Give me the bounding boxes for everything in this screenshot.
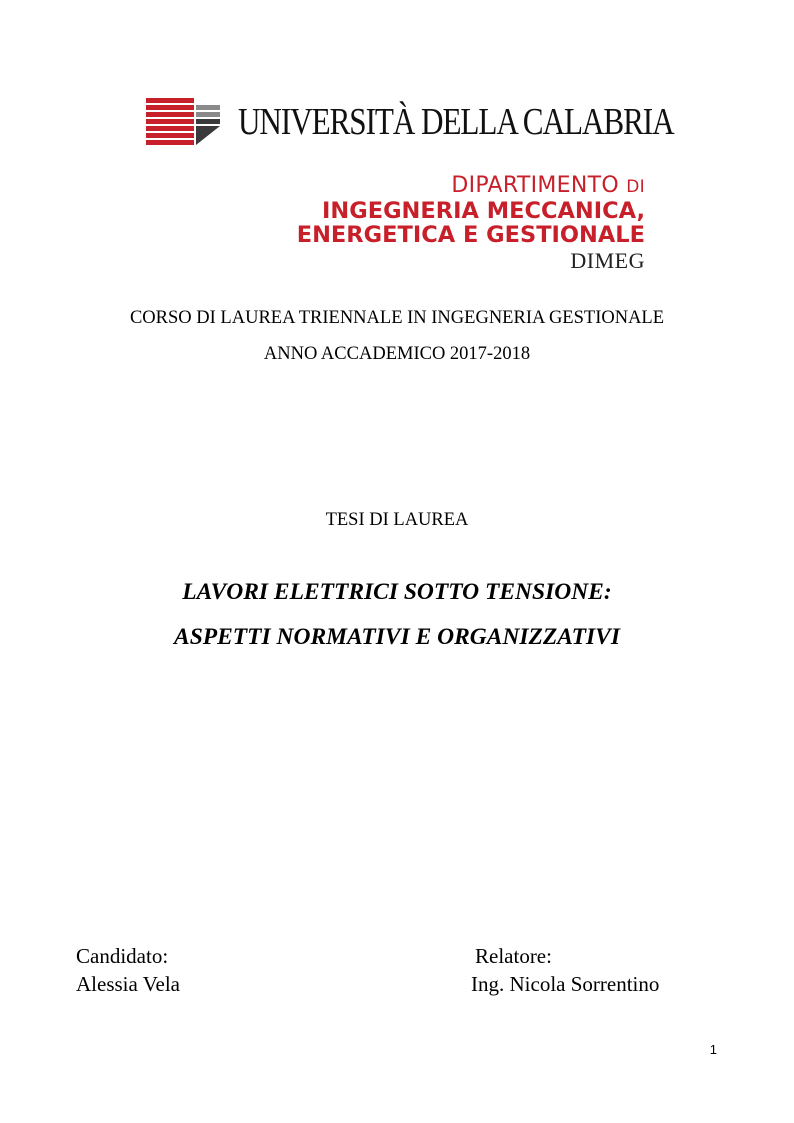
university-mark-icon	[146, 98, 220, 146]
candidate-name: Alessia Vela	[76, 972, 181, 996]
thesis-label: TESI DI LAUREA	[325, 510, 469, 530]
university-logo	[146, 98, 716, 146]
department-line-1	[285, 174, 645, 199]
department-logo	[285, 174, 645, 275]
supervisor-label: Relatore:	[475, 944, 552, 968]
thesis-title-line-1: LAVORI ELETTRICI SOTTO TENSIONE:	[182, 579, 612, 605]
department-prefix-suffix: DI	[626, 177, 645, 197]
department-acronym: DIMEG	[570, 248, 645, 273]
course-name: CORSO DI LAUREA TRIENNALE IN INGEGNERIA GESTIONALE	[129, 308, 665, 328]
supervisor-name: Ing. Nicola Sorrentino	[471, 972, 660, 996]
university-name: UNIVERSITÀ DELLA CALABRIA	[238, 101, 674, 143]
page-number: 1	[709, 1042, 717, 1057]
department-line-3: ENERGETICA E GESTIONALE	[296, 222, 645, 248]
thesis-title-line-2: ASPETTI NORMATIVI E ORGANIZZATIVI	[174, 624, 620, 650]
candidate-label: Candidato:	[76, 944, 169, 968]
department-line-2: INGEGNERIA MECCANICA,	[322, 198, 645, 224]
academic-year: ANNO ACCADEMICO 2017-2018	[263, 344, 531, 364]
department-prefix: DIPARTIMENTO	[451, 173, 619, 198]
